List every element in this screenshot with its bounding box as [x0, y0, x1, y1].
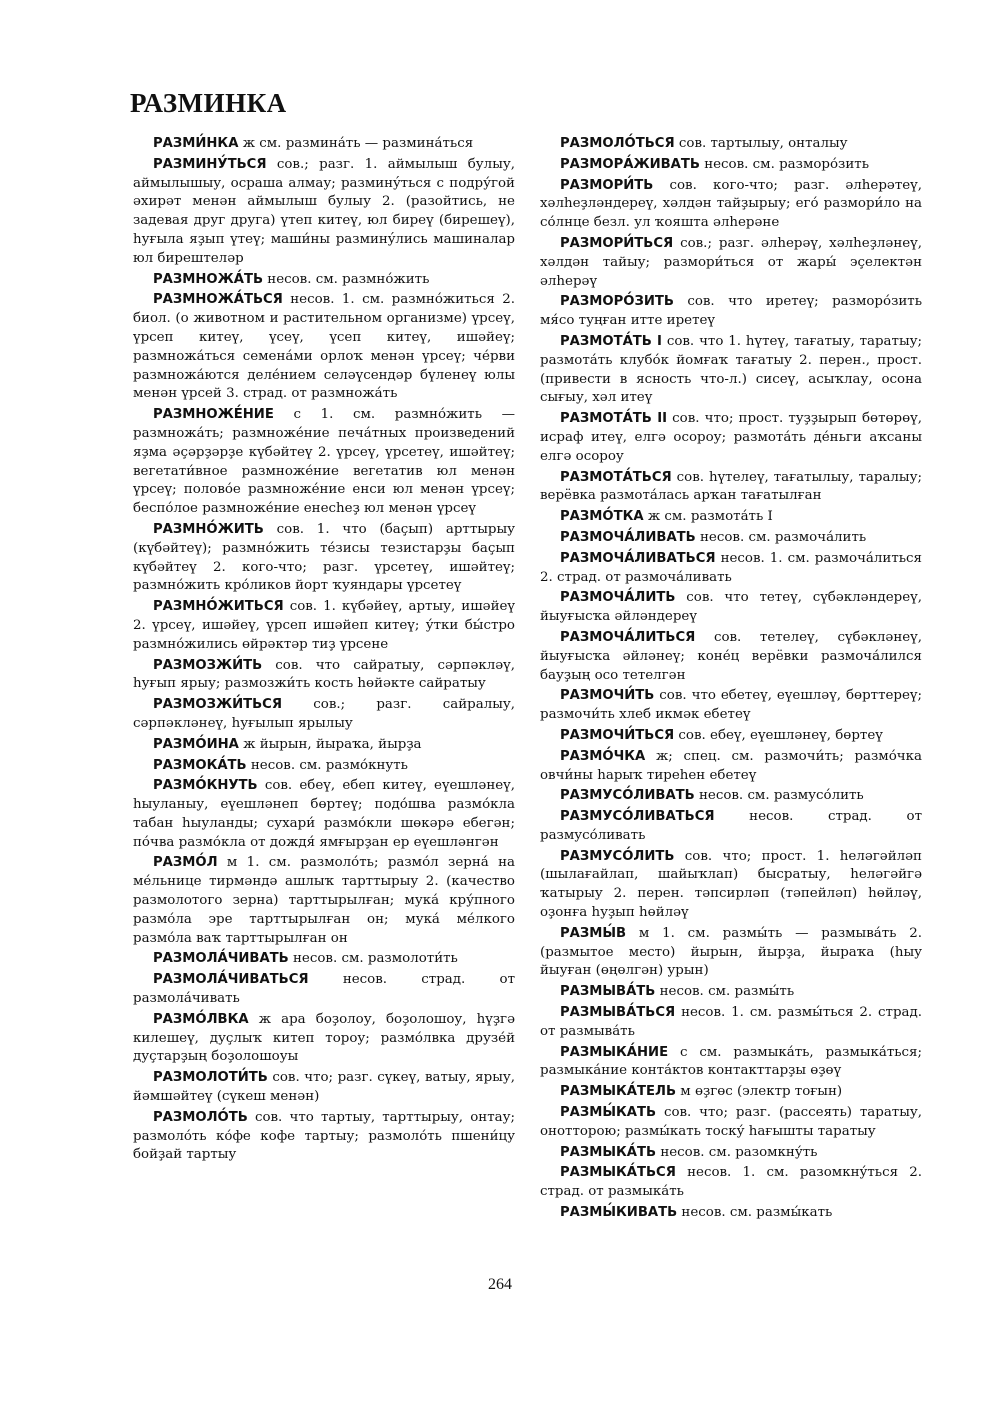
dictionary-entry [540, 1104, 922, 1142]
entry-headword: РАЗМОРО́ЗИТЬ [560, 294, 674, 310]
entry-definition: сов. тартылыу, онталыу [674, 136, 848, 151]
entry-definition: сов. что сайратыу, сәрпәкләү, һуғып ярыу; размозжи́ть кость һөйәкте сайратыу [133, 657, 515, 692]
dictionary-entry [540, 925, 922, 981]
entry-headword: РАЗМОЗЖИ́ТЬСЯ [153, 697, 283, 713]
entry-headword: РАЗМУСО́ЛИВАТЬСЯ [560, 809, 715, 825]
dictionary-entry [133, 971, 515, 1009]
dictionary-entry [540, 1083, 922, 1102]
entry-definition: сов. тетелеү, сүбәкләнеү, йыуғысҡа әйләнеү; коне́ц верёвки размоча́лился бауҙың осо тетелгән [540, 629, 922, 683]
dictionary-entry [540, 1164, 922, 1202]
dictionary-entry [540, 1004, 922, 1042]
dictionary-entry [540, 787, 922, 806]
entry-definition: с см. размыка́ть, размыка́ться; размыка́ние конта́ктов контакттарҙы өҙөү [540, 1044, 922, 1079]
entry-headword: РАЗМЫКА́НИЕ [560, 1044, 669, 1060]
entry-definition: несов. см. размно́жить [263, 271, 430, 287]
dictionary-entry [540, 156, 922, 175]
entry-definition: м 1. см. размоло́ть; размо́л зерна́ на ме́льнице тирмәндә ашлыҡ тарттырыу 2. (качество размолотого зерна) тарттырылған; мука́ кру́пного размо́ла эре тарттырылған он; мука́ ме́лкого размо́ла ваҡ тарттырылған он [133, 855, 515, 946]
dictionary-entry [540, 410, 922, 466]
entry-definition: сов. что ебетеү, еүешләү, бөрттереү; размочи́ть хлеб икмәк ебетеү [540, 688, 922, 723]
entry-headword: РАЗМОЧА́ЛИТЬСЯ [560, 629, 696, 645]
dictionary-entry [540, 333, 922, 408]
entry-definition: сов. что тетеү, сүбәкләндереү, йыуғысҡа әйләндереү [540, 590, 922, 625]
entry-headword: РАЗМО́ЛВКА [153, 1011, 249, 1027]
entry-definition: сов. что иретеү; разморо́зить мя́со туңған итте иретеү [540, 294, 922, 329]
dictionary-entry [540, 983, 922, 1002]
dictionary-entry [540, 727, 922, 746]
entry-definition: сов. что; разг. сүкеү, ватыу, ярыу, йәмшәйтеү (сүкеш менән) [133, 1070, 515, 1105]
entry-headword: РАЗМОЗЖИ́ТЬ [153, 657, 263, 673]
dictionary-entry [540, 589, 922, 627]
entry-definition: сов. что; прост. туҙҙырып бөтөрөү, исраф итеү, елгә осороу; размота́ть де́ньги аҡсаны елгә осороу [540, 411, 922, 464]
entry-headword: РАЗМОЧИ́ТЬ [560, 688, 655, 704]
entry-definition: сов. 1. что (баҫып) арттырыу (күбәйтеү); размно́жить те́зисы тезистарҙы баҫып күбәйтеү 2. кого-что; разг. үрсетеү, ишәйтеү; размно́жить кро́ликов йорт ҡуяндары үрсетеү [133, 521, 515, 594]
dictionary-entry [540, 293, 922, 331]
dictionary-entry [133, 1011, 515, 1067]
entry-headword: РАЗМО́КНУТЬ [153, 778, 258, 794]
entry-headword: РАЗМО́ИНА [153, 736, 239, 752]
entry-headword: РАЗМОТА́ТЬ I [560, 333, 662, 349]
entry-headword: РАЗМЫ́В [560, 925, 627, 941]
entry-headword: РАЗМО́ЧКА [560, 748, 646, 764]
entry-definition: сов. ебеү, ебеп китеү, еүешләнеү, һыуланыу, еүешләнеп бөртеү; подо́шва размо́кла табан һыуланды; сухари́ размо́кли шөкәрә ебегән; по́чва размо́кла от дождя́ ямғырҙан ер еүешләнгән [133, 778, 515, 850]
entry-definition: несов. см. размы́кать [677, 1205, 833, 1221]
dictionary-entry [133, 854, 515, 948]
dictionary-entry [133, 406, 515, 519]
dictionary-entry [133, 757, 515, 776]
entry-headword: РАЗМОРА́ЖИВАТЬ [560, 156, 700, 172]
dictionary-entry [540, 177, 922, 233]
dictionary-entry [540, 135, 922, 154]
entry-headword: РАЗМОТА́ТЬСЯ [560, 469, 672, 485]
entry-definition: с 1. см. размно́жить — размножа́ть; размноже́ние печа́тных произведений яҙма әҫәрҙәрҙе күбәйтеү 2. үрсеү, үрсетеү, ишәйтеү; вегетати́вное размноже́ние вегетатив юл менән үрсеү; полово́е размноже́ние енси юл менән үрсеү; беспо́лое размноже́ние енесһеҙ юл менән үрсеү [133, 407, 515, 517]
entry-headword: РАЗМЫВА́ТЬСЯ [560, 1005, 676, 1021]
entry-headword: РАЗМОРИ́ТЬ [560, 177, 654, 193]
entry-definition: сов.; разг. сайралыу, сәрпәкләнеү, һуғылып ярылыу [133, 697, 515, 731]
entry-definition: несов. 1. см. разомкну́ться 2. страд. от размыка́ть [540, 1165, 922, 1200]
entry-definition: несов. 1. см. размно́житься 2. биол. (о животном и растительном организме) үрсеү, үрсеп китеү, үсеү, үсеп китеү, ишәйеү; размножа́ться семена́ми орлоҡ менән үрсеү; че́рви размножа́ются деле́нием селәүсендәр бүленеү юлы менән үрсей 3. страд. от размножа́ть [133, 292, 515, 402]
dictionary-entry [540, 848, 922, 923]
entry-headword: РАЗМНОЖЕ́НИЕ [153, 407, 274, 423]
dictionary-entry [540, 629, 922, 685]
dictionary-entry [133, 135, 515, 154]
dictionary-entry [133, 291, 515, 404]
entry-headword: РАЗМНО́ЖИТЬСЯ [153, 599, 284, 615]
entry-headword: РАЗМОЧА́ЛИВАТЬ [560, 529, 696, 545]
entry-headword: РАЗМЫ́КИВАТЬ [560, 1205, 678, 1221]
entry-headword: РАЗМОЛА́ЧИВАТЬСЯ [153, 972, 309, 988]
dictionary-entry [540, 1044, 922, 1082]
entry-headword: РАЗМНОЖА́ТЬ [153, 271, 264, 287]
page-number: 264 [488, 1276, 512, 1293]
entry-headword: РАЗМОЛО́ТЬСЯ [560, 136, 675, 151]
entry-headword: РАЗМЫКА́ТЬ [560, 1144, 657, 1160]
entry-headword: РАЗМНО́ЖИТЬ [153, 521, 264, 537]
left-column [133, 135, 515, 1167]
entry-headword: РАЗМОТА́ТЬ II [560, 411, 668, 427]
dictionary-entry [133, 696, 515, 734]
entry-headword: РАЗМУСО́ЛИТЬ [560, 848, 675, 864]
dictionary-entry [133, 1069, 515, 1107]
entry-definition: несов. см. разморо́зить [699, 156, 869, 172]
entry-definition: сов. что; разг. (рассеять) таратыу, онотторою; размы́кать тоску́ һағышты таратыу [540, 1105, 922, 1139]
entry-definition: несов. см. размусо́лить [694, 788, 864, 804]
entry-headword: РАЗМЫВА́ТЬ [560, 984, 656, 1000]
dictionary-entry [133, 950, 515, 969]
entry-definition: сов. 1. күбәйеү, артыу, ишәйеү 2. үрсеү, ишәйеү, үрсеп ишәйеп китеү; у́тки бы́стро размно́жились өйрәктәр тиҙ үрсене [133, 599, 515, 652]
entry-definition: несов. 1. см. размоча́литься 2. страд. от размоча́ливать [540, 550, 922, 585]
dictionary-entry [133, 156, 515, 269]
entry-definition: ж ара боҙолоу, боҙолошоу, һүҙгә килешеү, дуҫлыҡ китеп тороу; размо́лвка друзе́й дуҫтарҙың боҙолошоуы [133, 1011, 515, 1065]
dictionary-entry [133, 657, 515, 695]
dictionary-entry [133, 598, 515, 654]
entry-headword: РАЗМИ́НКА [153, 136, 239, 151]
dictionary-entry [540, 1144, 922, 1163]
entry-headword: РАЗМОЧА́ЛИТЬ [560, 590, 676, 606]
entry-definition: несов. см. разомкну́ть [656, 1144, 818, 1160]
entry-definition: ж см. размина́ть — размина́ться [238, 136, 474, 151]
page-header-title: РАЗМИНКА [130, 88, 287, 118]
entry-headword: РАЗМЫ́КАТЬ [560, 1105, 657, 1121]
entry-definition: несов. см. размы́ть [655, 984, 795, 1000]
entry-definition: сов. что тартыу, тарттырыу, онтау; размоло́ть ко́фе кофе тартыу; размоло́ть пшени́цу бойҙай тартыу [133, 1109, 515, 1163]
entry-headword: РАЗМОЧА́ЛИВАТЬСЯ [560, 550, 716, 566]
dictionary-entry [540, 1204, 922, 1223]
entry-headword: РАЗМОЧИ́ТЬСЯ [560, 727, 675, 743]
dictionary-entry [540, 235, 922, 291]
entry-definition: ж йырын, йыраҡа, йырҙа [238, 736, 422, 752]
entry-definition: несов. страд. от размусо́ливать [540, 809, 922, 843]
entry-headword: РАЗМО́Л [153, 855, 218, 871]
dictionary-entry [133, 521, 515, 596]
right-column [540, 135, 922, 1225]
entry-definition: ж; спец. см. размочи́ть; размо́чка овчи́ны һарыҡ тиреһен ебетеү [540, 748, 922, 783]
entry-definition: сов.; разг. 1. аймылыш булыу, аймылышыу, осраша алмау; разминýться с подру́гой әхирәт менән аймылыш булыу 2. (разойтись, не задевая друг друга) үтеп китеү, юл биреү (бирешеү), һуғыла яҙып үтеү; маши́ны разминýлись машиналар юл бирештеләр [133, 156, 515, 266]
dictionary-entry [540, 687, 922, 725]
entry-definition: м 1. см. размы́ть — размыва́ть 2. (размытое место) йырын, йырҙа, йыраҡа (һыу йыуған (өңөлгән) урын) [540, 925, 922, 979]
entry-definition: сов.; разг. әлһерәү, хәлһеҙләнеү, хәлдән тайыу; размори́ться от жары́ эҫелектән әлһерәү [540, 235, 922, 289]
entry-definition: несов. см. размоча́лить [695, 529, 867, 545]
dictionary-entry [540, 469, 922, 507]
entry-headword: РАЗМОРИ́ТЬСЯ [560, 235, 674, 251]
entry-headword: РАЗМОЛО́ТЬ [153, 1109, 248, 1125]
entry-definition: сов. что; прост. 1. һеләгәйләп (шылағайлап, шайыҡлап) бысратыу, һеләгәйгә ҡатырыу 2. перен. тәпсирләп (тәпейләп) һөйләү, оҙонға һуҙып һөйләү [540, 848, 922, 921]
entry-headword: РАЗМОЛОТИ́ТЬ [153, 1070, 268, 1086]
entry-headword: РАЗМЫКА́ТЬСЯ [560, 1165, 676, 1181]
entry-definition: сов. что 1. һүтеү, тағатыу, таратыу; размота́ть клубо́к йомғаҡ тағатыу 2. перен., прост. (привести в ясность что-л.) сисеү, асыҡлау, осона сығыу, хәл итеү [540, 333, 923, 406]
entry-headword: РАЗМУСО́ЛИВАТЬ [560, 788, 695, 804]
entry-headword: РАЗМОЛА́ЧИВАТЬ [153, 951, 289, 967]
dictionary-entry [540, 529, 922, 548]
dictionary-entry [540, 748, 922, 786]
entry-definition: несов. см. размолоти́ть [288, 951, 458, 967]
dictionary-entry [540, 550, 922, 588]
entry-headword: РАЗМЫКА́ТЕЛЬ [560, 1084, 677, 1100]
entry-definition: несов. страд. от размола́чивать [133, 972, 515, 1007]
entry-headword: РАЗМО́ТКА [560, 509, 644, 525]
dictionary-entry [133, 736, 515, 755]
entry-definition: м өҙгөс (электр тоғын) [676, 1084, 843, 1100]
entry-definition: ж см. размота́ть I [643, 509, 773, 525]
entry-definition: несов. см. размо́кнуть [246, 757, 408, 773]
entry-definition: сов. ебеү, еүешләнеү, бөртеү [674, 727, 883, 743]
entry-definition: несов. 1. см. размы́ться 2. страд. от размыва́ть [540, 1005, 922, 1039]
dictionary-entry [540, 508, 922, 527]
entry-headword: РАЗМНОЖА́ТЬСЯ [153, 292, 283, 308]
dictionary-entry [540, 808, 922, 846]
dictionary-entry [133, 271, 515, 290]
dictionary-entry [133, 1109, 515, 1165]
entry-headword: РАЗМИНУ́ТЬСЯ [153, 156, 267, 172]
entry-definition: сов. һүтелеү, тағатылыу, таралыу; верёвка размота́лась арҡан тағатылған [540, 469, 922, 504]
entry-definition: сов. кого-что; разг. әлһерәтеү, хәлһеҙләндереү, хәлдән тайҙырыу; его́ размори́ло на со́лнце безл. ул ҡояшта әлһерәне [540, 177, 922, 231]
entry-headword: РАЗМОКА́ТЬ [153, 757, 247, 773]
dictionary-entry [133, 777, 515, 852]
